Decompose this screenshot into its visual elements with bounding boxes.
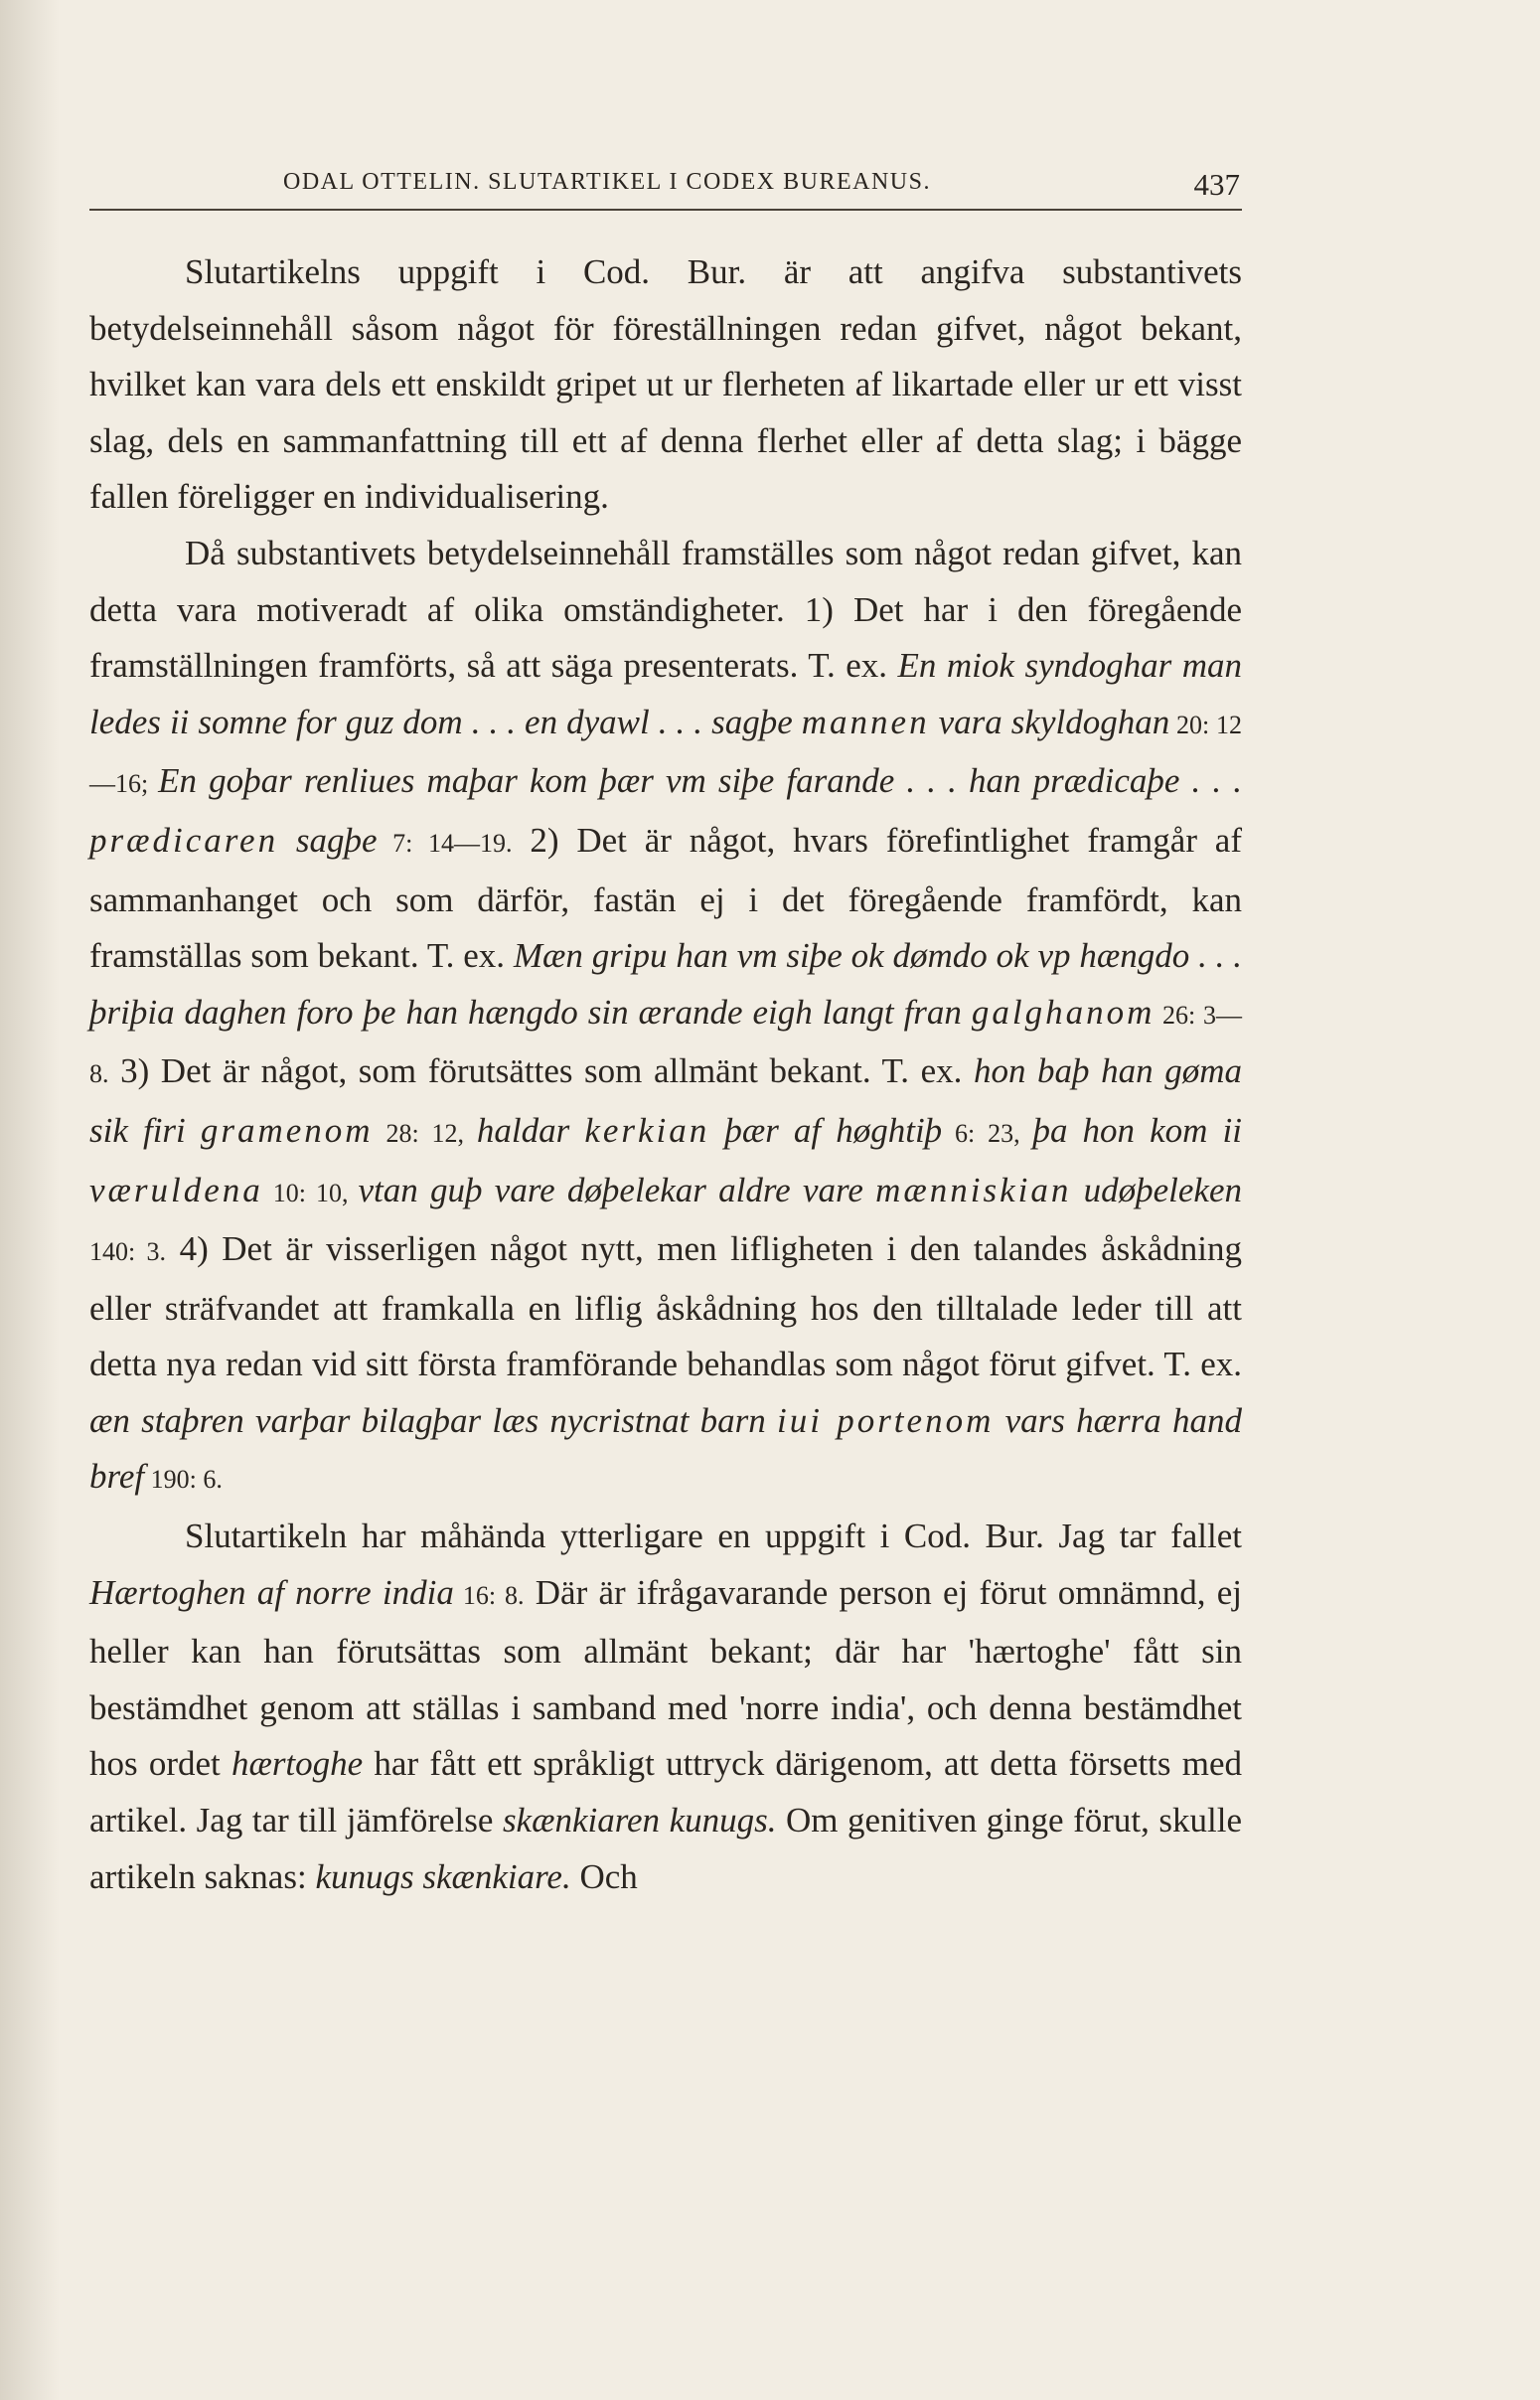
quotation: Mæn gripu han vm siþe ok dømdo ok vp hængdo . . . þriþia daghen foro þe han hængdo sin ærande eigh langt fran (89, 936, 1243, 1032)
quotation: kunugs skænkiare. (315, 1856, 571, 1896)
quotation: hon baþ han gøma sik firi (89, 1051, 1242, 1150)
paragraph-1 (89, 244, 1242, 526)
quotation: vara skyldoghan (929, 702, 1170, 741)
reference: 28: 12, (373, 1118, 477, 1148)
reference: 190: 6. (144, 1465, 223, 1495)
quotation: udøþeleken (1071, 1170, 1242, 1209)
reference: 10: 10, (262, 1178, 359, 1207)
page-header (89, 159, 1242, 211)
quotation-spaced: mannen (801, 702, 930, 741)
paragraph-2 (89, 526, 1242, 1509)
body-text (89, 244, 1242, 1905)
running-head: ODAL OTTELIN. SLUTARTIKEL I CODEX BUREANUS. (283, 169, 931, 195)
text-span: Då substantivets betydelseinnehåll framställes som något redan gifvet, kan detta vara motiveradt af olika omständigheter. 1) Det har i den föregående framställningen framförts, så att säga presenterats. T. ex. (89, 533, 1242, 686)
text-span: 3) Det är något, som förutsättes som allmänt bekant. T. ex. (108, 1051, 974, 1091)
quotation: vars hærra hand bref (89, 1400, 1242, 1497)
quotation-spaced: kerkian (584, 1110, 710, 1150)
quotation-spaced: væruldena (89, 1170, 263, 1209)
text-span: Om genitiven ginge förut, skulle artikeln saknas: (89, 1801, 1242, 1896)
quotation: En goþar renliues maþar kom þær vm siþe farande . . . han prædicaþe . . . (158, 761, 1242, 801)
reference: 20: 12—16; (89, 710, 1243, 799)
reference: 140: 3. (89, 1237, 167, 1267)
text-span: Och (570, 1856, 638, 1896)
page-edge-shadow (0, 0, 60, 2400)
text-span: 2) Det är något, hvars förefintlighet framgår af sammanhanget och som därför, fastän ej i det föregående framfördt, kan framställas som bekant. T. ex. (89, 820, 1242, 976)
quotation-spaced: prædicaren (89, 820, 279, 860)
reference: 7: 14—19. (377, 828, 513, 858)
text-span: har fått ett språkligt uttryck därigenom, att detta försetts med artikel. Jag tar till jämförelse (89, 1744, 1242, 1840)
reference: 6: 23, (942, 1118, 1033, 1148)
quotation: skænkiaren kunugs. (502, 1801, 777, 1840)
quotation-spaced: gramenom (200, 1110, 374, 1150)
text-span: Slutartikeln har måhända ytterligare en uppgift i Cod. Bur. Jag tar fallet (185, 1517, 1242, 1556)
text-span: 4) Det är visserligen något nytt, men lifligheten i den talandes åskådning eller sträfvandet att framkalla en liflig åskådning hos den tilltalade leder till att detta nya redan vid sitt första framförande behandlas som något förut gifvet. T. ex. (89, 1229, 1242, 1384)
quotation: Hærtoghen af norre india (89, 1572, 454, 1612)
quotation: hærtoghe (231, 1744, 364, 1784)
reference: 16: 8. (453, 1580, 525, 1610)
quotation: vtan guþ vare døþelekar aldre vare (358, 1170, 876, 1209)
page-number: 437 (1193, 167, 1240, 202)
quotation: sagþe (278, 820, 378, 860)
quotation-spaced: mænniskian (875, 1170, 1072, 1209)
quotation-spaced: iui portenom (776, 1400, 995, 1440)
text-span: Slutartikelns uppgift i Cod. Bur. är att angifva substantivets betydelseinnehåll såsom något för föreställningen redan gifvet, något bekant, hvilket kan vara dels ett enskildt gripet ut ur flerheten af likartade eller ur ett visst slag, dels en sammanfattning till ett af denna flerhet eller af detta slag; i bägge fallen föreligger en individualisering. (89, 252, 1242, 517)
quotation: En miok syndoghar man ledes ii somne for guz dom . . . en dyawl . . . sagþe (89, 646, 1242, 741)
quotation: þær af høghtiþ (709, 1110, 943, 1150)
text-span: Där är ifrågavarande person ej förut omnämnd, ej heller kan han förutsättas som allmänt bekant; där har 'hærtoghe' fått sin bestämdhet genom att ställas i samband med 'norre india', och denna bestämdhet hos ordet (89, 1572, 1242, 1784)
paragraph-3 (89, 1509, 1242, 1905)
reference: 26: 3—8. (89, 1000, 1242, 1089)
quotation: haldar (476, 1110, 585, 1150)
quotation: æn staþren varþar bilagþar læs nycristnat barn (89, 1400, 777, 1440)
quotation: þa hon kom ii (1032, 1110, 1242, 1150)
quotation-spaced: galghanom (971, 992, 1155, 1032)
